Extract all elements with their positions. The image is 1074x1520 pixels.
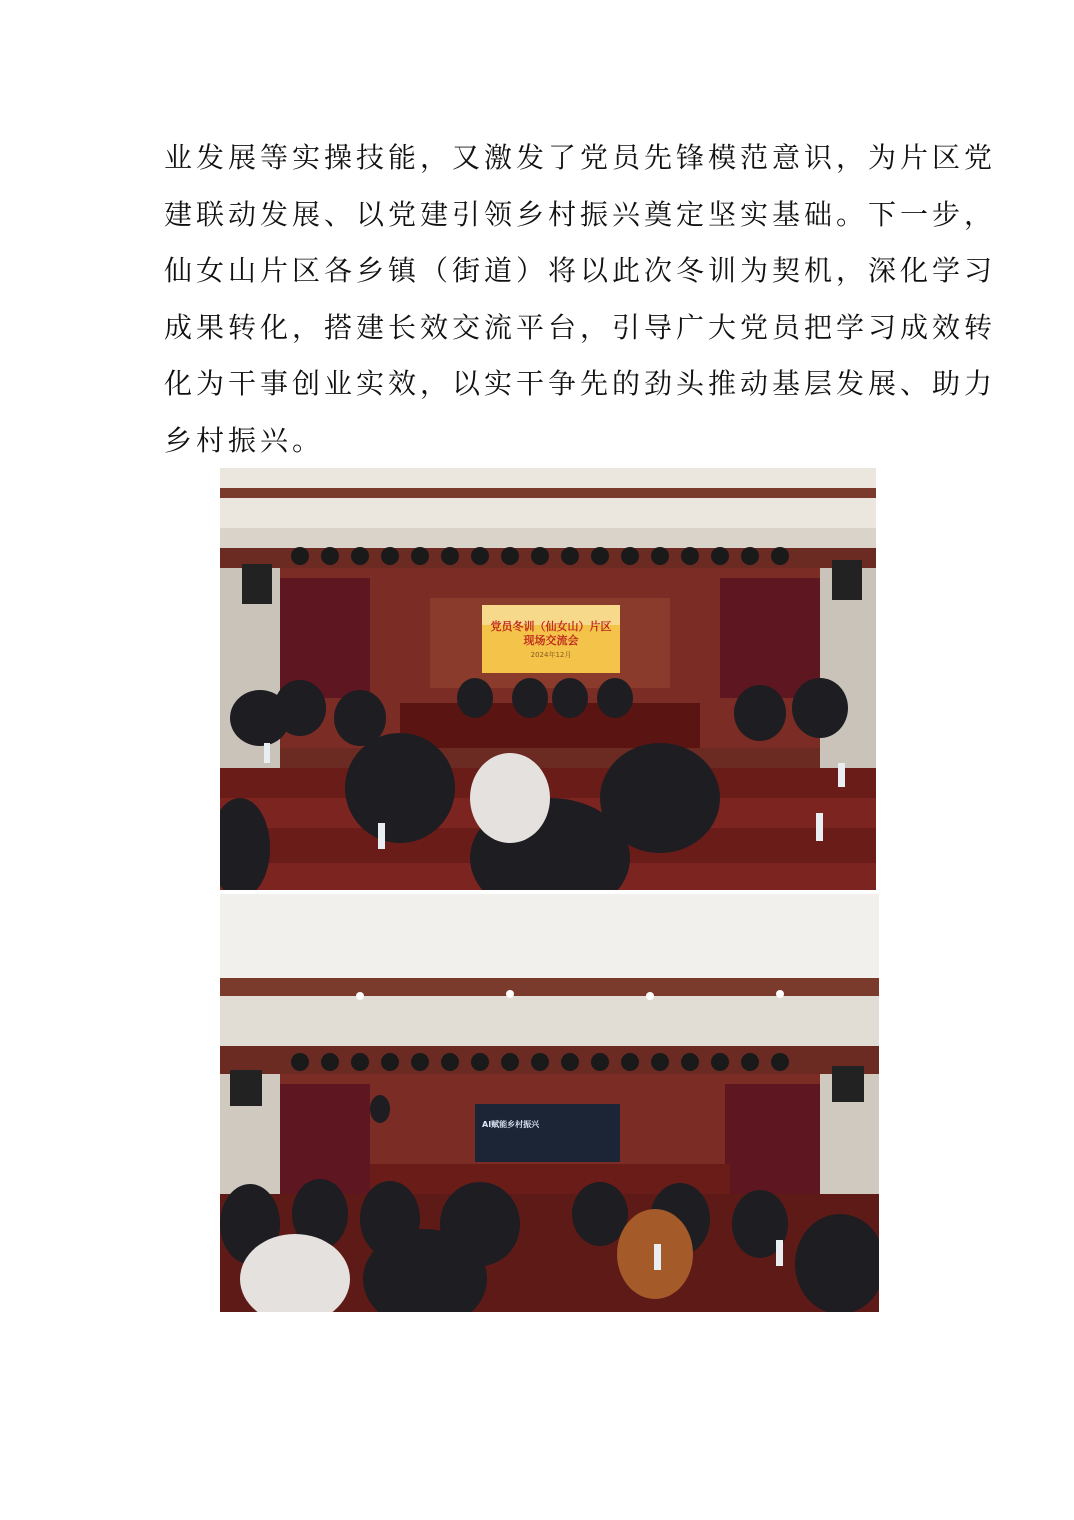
banner-text bbox=[482, 620, 620, 662]
banner-title-line1: 党员冬训（仙女山）片区 bbox=[490, 620, 612, 633]
body-paragraph bbox=[164, 130, 997, 469]
meeting-photo-lecture bbox=[220, 894, 879, 1312]
meeting-photo-roundtable bbox=[220, 468, 876, 890]
banner-date: 2024年12月 bbox=[530, 651, 572, 659]
paragraph-line: 仙女山片区各乡镇（街道）将以此次冬训为契机，深化学习 bbox=[164, 254, 997, 287]
paragraph-line: 化为干事创业实效，以实干争先的劲头推动基层发展、助力 bbox=[164, 367, 997, 400]
paragraph-line: 成果转化，搭建长效交流平台，引导广大党员把学习成效转 bbox=[164, 310, 997, 344]
paragraph-line: 业发展等实操技能，又激发了党员先锋模范意识，为片区党 bbox=[164, 141, 997, 174]
banner-title-line2: 现场交流会 bbox=[523, 634, 579, 647]
projector-screen-title: AI赋能乡村振兴 bbox=[482, 1120, 540, 1129]
paragraph-line: 建联动发展、以党建引领乡村振兴奠定坚实基础。下一步， bbox=[164, 197, 997, 231]
paragraph-line: 乡村振兴。 bbox=[164, 423, 325, 457]
